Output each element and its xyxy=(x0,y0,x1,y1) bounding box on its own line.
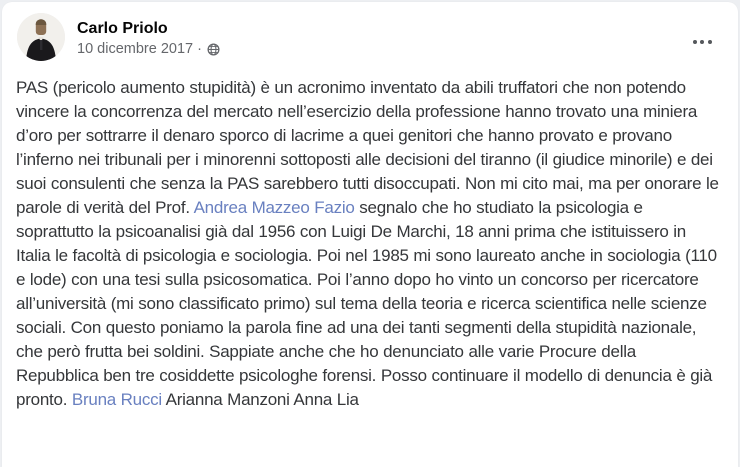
avatar[interactable] xyxy=(17,13,65,61)
avatar-image xyxy=(17,13,65,61)
globe-icon xyxy=(207,43,220,56)
ellipsis-icon xyxy=(693,40,697,44)
ellipsis-icon xyxy=(708,40,712,44)
post-body xyxy=(2,76,738,426)
post-text-segment: Arianna Manzoni Anna Lia xyxy=(161,390,359,409)
post-text-segment: segnalo che ho studiato la psicologia e soprattutto la psicoanalisi già dal 1956 con Luigi De Marchi, 18 anni prima che istituissero in Italia le facoltà di psicologia e sociologia. Poi nel 1985 mi sono laureato anche in sociologia (110 e lode) con una tesi sulla psicosomatica. Poi l’anno dopo ho vinto un concorso per ricercatore all’università (mi sono classificato primo) sul tema della teoria e ricerca scientifica nelle scienze sociali. Con questo poniamo la parola fine ad una dei tanti segmenti della stupidità nazionale, che però frutta bei soldini. Sappiate anche che ho denunciato alle varie Procure della Repubblica ben tre cosiddette psicologhe forensi. Posso continuare il modello di denuncia è già pronto. xyxy=(16,198,717,409)
post-timestamp[interactable]: 10 dicembre 2017 xyxy=(77,41,194,57)
post-meta xyxy=(77,40,220,59)
post-header-text xyxy=(77,13,220,59)
post-header xyxy=(2,2,738,61)
meta-separator: · xyxy=(197,41,202,57)
post-text-segment: PAS (pericolo aumento stupidità) è un acronimo inventato da abili truffatori che non potendo vincere la concorrenza del mercato nell’esercizio della professione hanno trovato una miniera d’oro per sottrarre il denaro sporco di lacrime a quei genitori che hanno provato e provano l’inferno nei tribunali per i minorenni sottoposti alle decisioni del tiranno (il giudice minorile) e dei suoi consulenti che senza la PAS sarebbero tutti disoccupati. Non mi cito mai, ma per onorare le parole di verità del Prof. xyxy=(16,78,719,217)
post-card xyxy=(2,2,738,467)
mention-link-andrea-mazzeo-fazio[interactable]: Andrea Mazzeo Fazio xyxy=(193,198,355,217)
author-name[interactable]: Carlo Priolo xyxy=(77,20,168,37)
ellipsis-icon xyxy=(700,40,704,44)
mention-link-bruna-rucci[interactable]: Bruna Rucci xyxy=(71,390,162,409)
post-menu-button[interactable] xyxy=(684,24,720,60)
